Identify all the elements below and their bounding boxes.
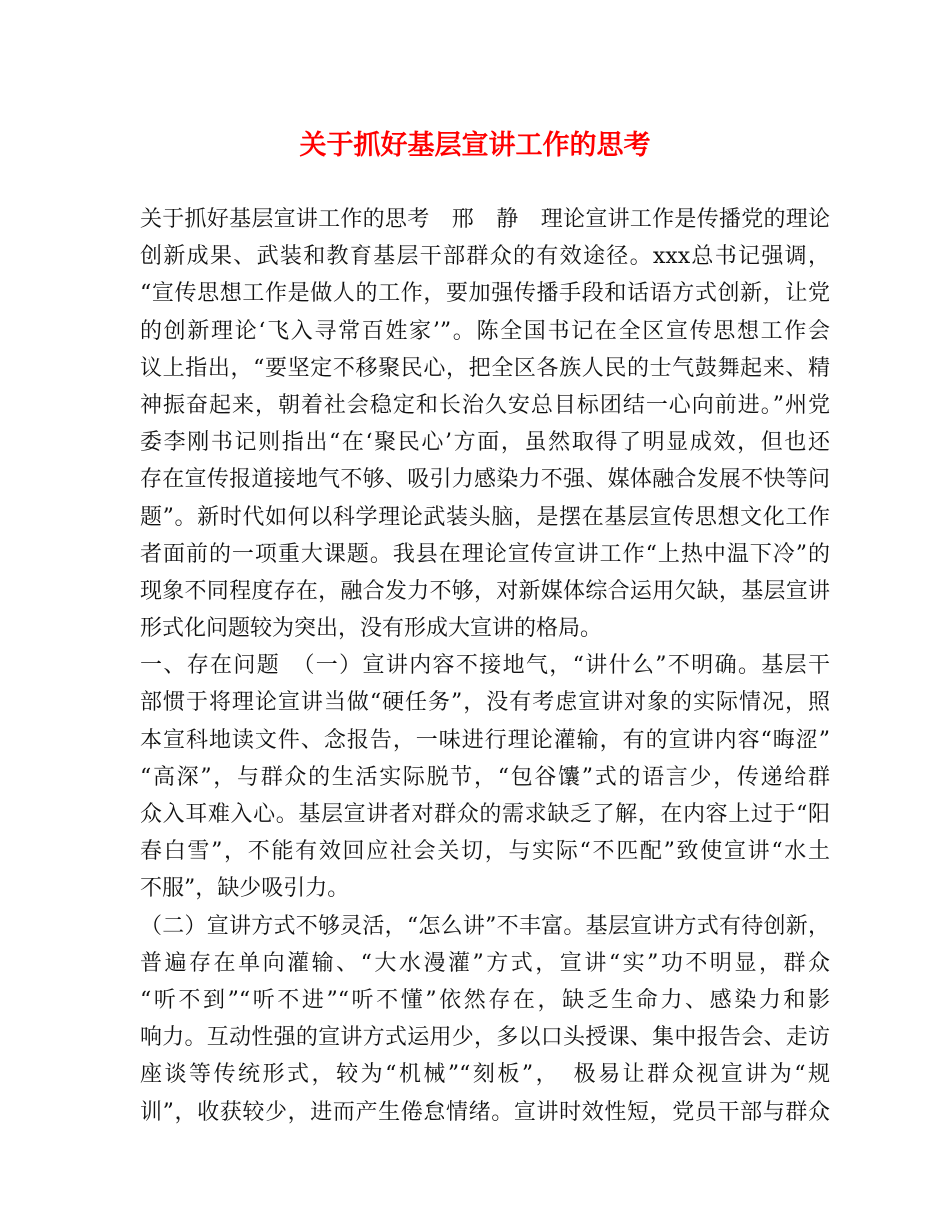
body-line: 一、存在问题 （一）宣讲内容不接地气，“讲什么”不明确。基层干 (140, 653, 830, 679)
body-line: 形式化问题较为突出，没有形成大宣讲的格局。 (140, 616, 603, 642)
body-line: “高深”，与群众的生活实际脱节，“包谷馕”式的语言少，传递给群 (140, 764, 830, 790)
body-line: 委李刚书记则指出“在‘聚民心’方面，虽然取得了明显成效，但也还 (140, 430, 830, 456)
document-body (140, 201, 830, 1131)
body-line: “听不到”“听不进”“听不懂”依然存在，缺乏生命力、感染力和影 (140, 987, 830, 1013)
body-line: 的创新理论‘飞入寻常百姓家’”。陈全国书记在全区宣传思想工作会 (140, 318, 830, 344)
body-line: 众入耳难入心。基层宣讲者对群众的需求缺乏了解，在内容上过于“阳 (140, 802, 830, 827)
body-line: 部惯于将理论宣讲当做“硬任务”，没有考虑宣讲对象的实际情况，照 (140, 690, 830, 716)
body-line: 题”。新时代如何以科学理论武装头脑，是摆在基层宣传思想文化工作 (140, 504, 830, 530)
body-line: 现象不同程度存在，融合发力不够，对新媒体综合运用欠缺，基层宣讲 (140, 578, 830, 604)
body-line: 不服”，缺少吸引力。 (140, 876, 350, 902)
body-line: 本宣科地读文件、念报告，一味进行理论灌输，有的宣讲内容“晦涩” (140, 727, 830, 753)
body-line: 普遍存在单向灌输、“大水漫灌”方式，宣讲“实”功不明显，群众 (140, 950, 830, 976)
body-line: 训”，收获较少，进而产生倦怠情绪。宣讲时效性短，党员干部与群众 (140, 1099, 830, 1125)
body-line: 座谈等传统形式，较为“机械”“刻板”， 极易让群众视宣讲为“规 (140, 1062, 830, 1088)
body-line: 议上指出，“要坚定不移聚民心，把全区各族人民的士气鼓舞起来、精 (140, 355, 830, 381)
body-line: 者面前的一项重大课题。我县在理论宣传宣讲工作“上热中温下冷”的 (140, 541, 830, 567)
body-line: 关于抓好基层宣讲工作的思考 邢 静 理论宣讲工作是传播党的理论 (140, 207, 830, 232)
body-line: 神振奋起来，朝着社会稳定和长治久安总目标团结一心向前进。”州党 (140, 392, 830, 418)
body-line: 创新成果、武装和教育基层干部群众的有效途径。xxx总书记强调， (140, 244, 830, 270)
document-title: 关于抓好基层宣讲工作的思考 (299, 130, 651, 161)
body-line: （二）宣讲方式不够灵活，“怎么讲”不丰富。基层宣讲方式有待创新， (140, 913, 830, 939)
body-line: 存在宣传报道接地气不够、吸引力感染力不强、媒体融合发展不快等问 (140, 467, 830, 493)
body-line: “宣传思想工作是做人的工作，要加强传播手段和话语方式创新，让党 (140, 281, 830, 307)
body-line: 春白雪”，不能有效回应社会关切，与实际“不匹配”致使宣讲“水土 (140, 839, 830, 865)
body-line: 响力。互动性强的宣讲方式运用少，多以口头授课、集中报告会、走访 (140, 1025, 830, 1051)
